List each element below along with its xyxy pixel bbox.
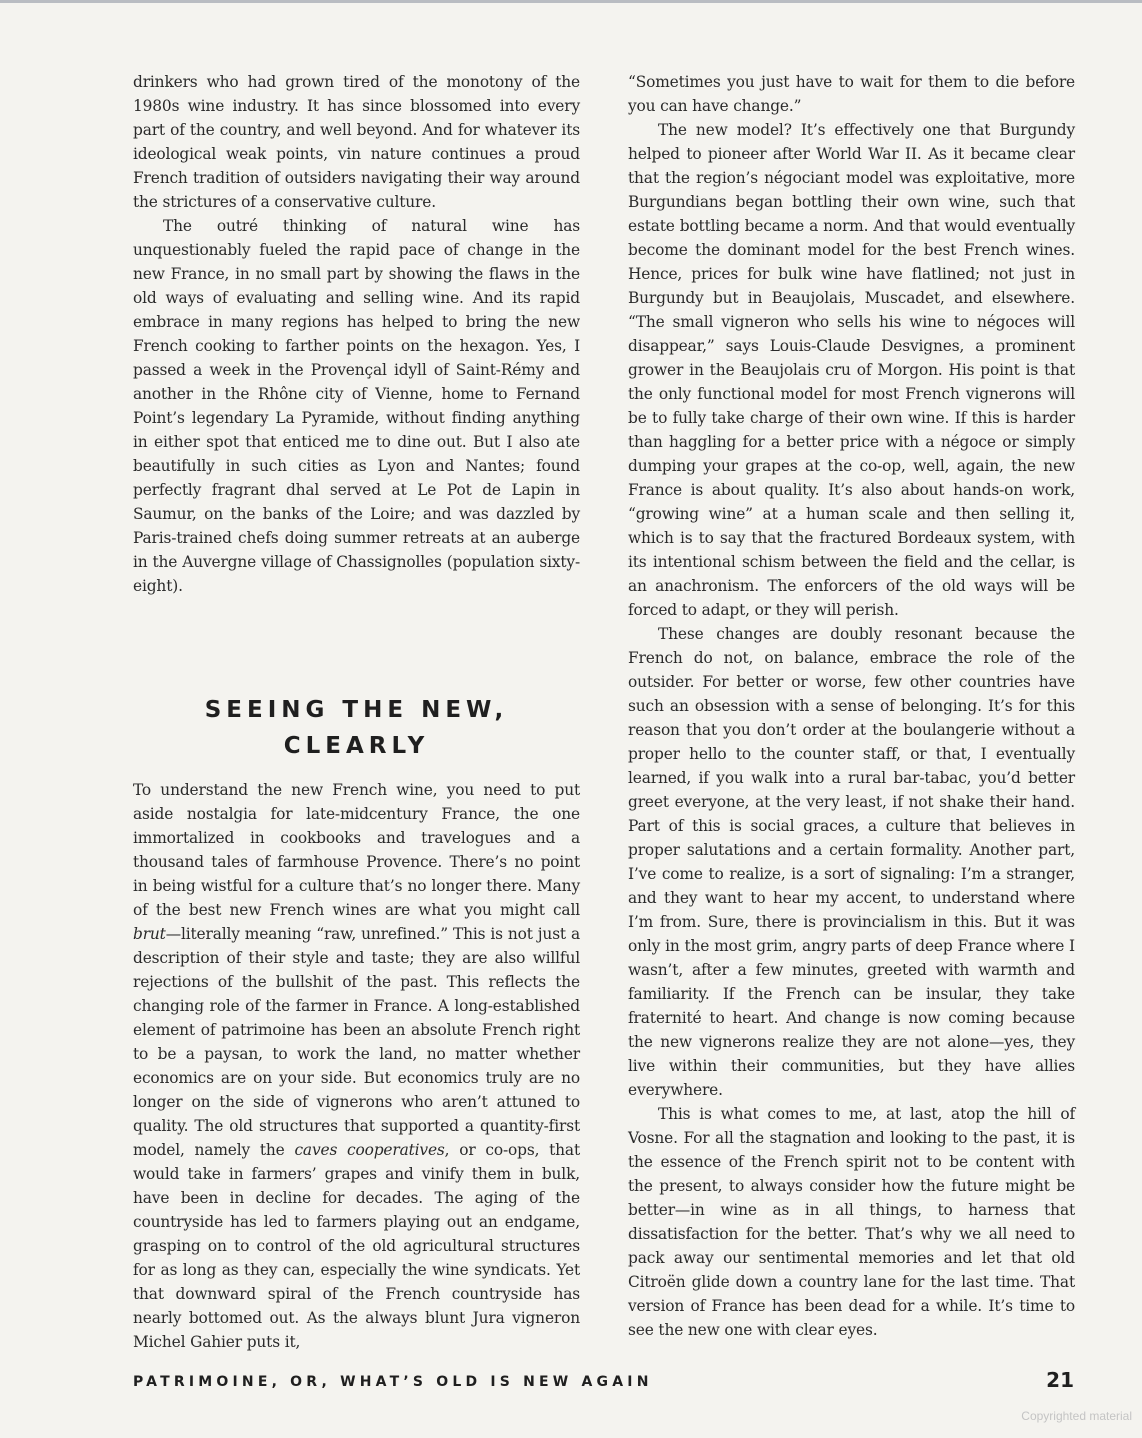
section-heading (133, 692, 580, 764)
italic-caves-cooperatives: caves cooperatives (294, 1141, 445, 1159)
left-column (133, 70, 580, 1354)
paragraph-right-2: The new model? It’s effectively one that Burgundy helped to pioneer after World War II. As it became clear that the region’s négociant model was exploitative, more Burgundians began bottling their own wine, such that estate bottling became a norm. And that would eventually become the dominant model for the best French wines. Hence, prices for bulk wine have flatlined; not just in Burgundy but in Beaujolais, Muscadet, and elsewhere. “The small vigneron who sells his wine to négoces will disappear,” says Louis-Claude Desvignes, a prominent grower in the Beaujolais cru of Morgon. His point is that the only functional model for most French vignerons will be to fully take charge of their own wine. If this is harder than haggling for a better price with a négoce or simply dumping your grapes at the co-op, well, again, the new France is about quality. It’s also about hands-on work, “growing wine” at a human scale and then selling it, which is to say that the fractured Bordeaux system, with its intentional schism between the field and the cellar, is an anachronism. The enforcers of the old ways will be forced to adapt, or they will perish. (628, 121, 1075, 619)
paragraph-right-4: This is what comes to me, at last, atop the hill of Vosne. For all the stagnation and looking to the past, it is the essence of the French spirit not to be content with the present, to always consider how the future might be better—in wine as in all things, to harness that dissatisfaction for the better. That’s why we all need to pack away our sentimental memories and let that old Citroën glide down a country lane for the last time. That version of France has been dead for a while. It’s time to see the new one with clear eyes. (628, 1105, 1075, 1339)
paragraph-left-3-part-b: —literally meaning “raw, unrefined.” This is not just a description of their style and taste; they are also willful rejections of the bullshit of the past. This reflects the changing role of the farmer in France. A long-established element of patrimoine has been an absolute French right to be a paysan, to work the land, no matter whether economics are on your side. But economics truly are no longer on the side of vignerons who aren’t attuned to quality. The old structures that supported a quantity-first model, namely the (133, 925, 580, 1159)
section-heading-line-1: SEEING THE NEW, (204, 697, 509, 723)
paragraph-left-3-part-c: , or co-ops, that would take in farmers’ grapes and vinify them in bulk, have been in decline for decades. The aging of the countryside has led to farmers playing out an endgame, grasping on to control of the old agricultural structures for as long as they can, especially the wine syndicats. Yet that downward spiral of the French countryside has nearly bottomed out. As the always blunt Jura vigneron Michel Gahier puts it, (133, 1141, 580, 1351)
paragraph-left-3-part-a: To understand the new French wine, you need to put aside nostalgia for late-midcentury France, the one immortalized in cookbooks and travelogues and a thousand tales of farmhouse Provence. There’s no point in being wistful for a culture that’s no longer there. Many of the best new French wines are what you might call (133, 781, 580, 919)
paragraph-left-1: drinkers who had grown tired of the monotony of the 1980s wine industry. It has since blossomed into every part of the country, and well beyond. And for whatever its ideological weak points, vin nature continues a proud French tradition of outsiders navigating their way around the strictures of a conservative culture. (133, 73, 580, 211)
section-heading-line-2: CLEARLY (283, 733, 430, 759)
running-footer-title: PATRIMOINE, OR, WHAT’S OLD IS NEW AGAIN (133, 1374, 653, 1390)
right-column (628, 70, 1075, 1342)
italic-brut: brut (133, 925, 166, 943)
paragraph-right-3: These changes are doubly resonant because the French do not, on balance, embrace the role of the outsider. For better or worse, few other countries have such an obsession with a sense of belonging. It’s for this reason that you don’t order at the boulangerie without a proper hello to the counter staff, or that, I eventually learned, if you walk into a rural bar-tabac, you’d better greet everyone, at the very least, if not shake their hand. Part of this is social graces, a culture that believes in proper salutations and a certain formality. Another part, I’ve come to realize, is a sort of signaling: I’m a stranger, and they want to hear my accent, to understand where I’m from. Sure, there is provincialism in this. But it was only in the most grim, angry parts of deep France where I wasn’t, after a few minutes, greeted with warmth and familiarity. If the French can be insular, they take fraternité to heart. And change is now coming because the new vignerons realize they are not alone—yes, they live within their communities, but they have allies everywhere. (628, 625, 1075, 1099)
copyright-watermark: Copyrighted material (1021, 1409, 1132, 1423)
paragraph-left-2: The outré thinking of natural wine has unquestionably fueled the rapid pace of change in the new France, in no small part by showing the flaws in the old ways of evaluating and selling wine. And its rapid embrace in many regions has helped to bring the new French cooking to farther points on the hexagon. Yes, I passed a week in the Provençal idyll of Saint-Rémy and another in the Rhône city of Vienne, home to Fernand Point’s legendary La Pyramide, without finding anything in either spot that enticed me to dine out. But I also ate beautifully in such cities as Lyon and Nantes; found perfectly fragrant dhal served at Le Pot de Lapin in Saumur, on the banks of the Loire; and was dazzled by Paris-trained chefs doing summer retreats at an auberge in the Auvergne village of Chassignolles (population sixty-eight). (133, 217, 580, 595)
top-border (0, 0, 1142, 3)
paragraph-right-1: “Sometimes you just have to wait for them to die before you can have change.” (628, 73, 1075, 115)
page-number: 21 (1046, 1368, 1074, 1392)
paragraph-left-3 (133, 778, 580, 1354)
